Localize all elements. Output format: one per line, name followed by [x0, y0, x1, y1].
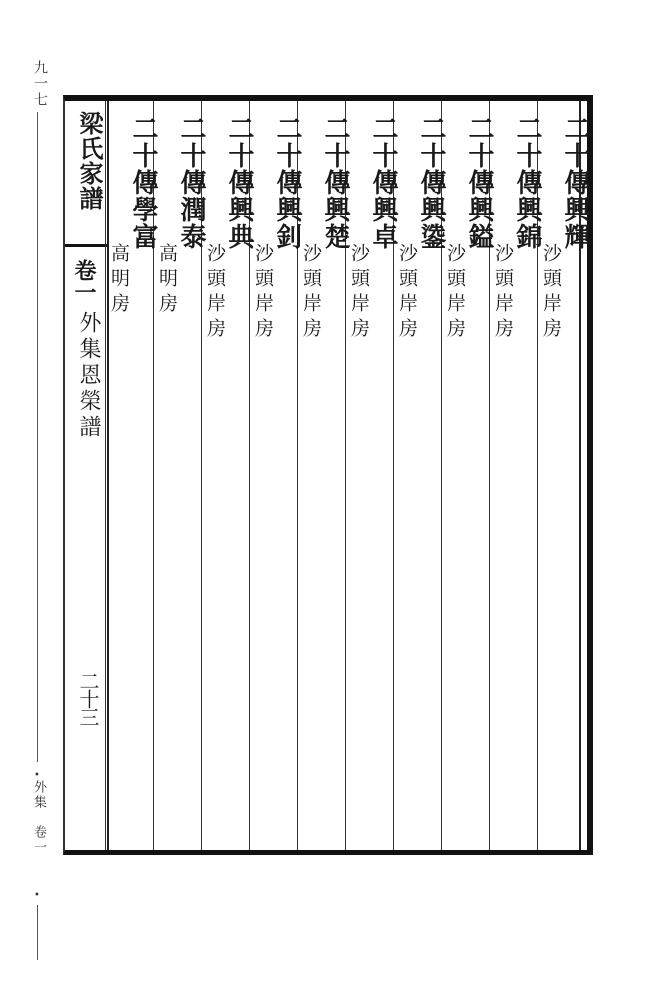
genealogy-entry — [445, 115, 492, 343]
entry-name: 二十傳興卓 — [368, 115, 398, 250]
page-frame — [63, 95, 593, 855]
column-rule — [105, 101, 106, 850]
genealogy-entry — [493, 115, 540, 343]
section-title: 外集恩榮譜 — [76, 311, 101, 441]
leaf-number: 二十三 — [76, 671, 100, 725]
entry-name: 二十傳興輝 — [560, 115, 590, 250]
entry-branch: 沙頭岸房 — [348, 243, 370, 343]
entry-name: 二十傳潤泰 — [176, 115, 206, 250]
entry-branch: 高明房 — [108, 243, 130, 318]
volume-label: 卷一 — [71, 259, 97, 303]
entry-branch: 高明房 — [156, 243, 178, 318]
entry-branch: 沙頭岸房 — [252, 243, 274, 343]
genealogy-entry — [301, 115, 348, 343]
margin-rule — [37, 905, 38, 960]
entry-name: 二十傳興典 — [224, 115, 254, 250]
margin-rule — [37, 112, 38, 762]
genealogy-entry — [157, 115, 204, 318]
fish-tail-mark — [65, 244, 107, 247]
entry-branch: 沙頭岸房 — [492, 243, 514, 343]
running-label: 外集 卷一 — [31, 780, 46, 855]
entry-name: 二十傳興錦 — [512, 115, 542, 250]
genealogy-entry — [205, 115, 252, 343]
book-title: 梁氏家譜 — [75, 111, 104, 211]
page-number: 九一七 — [32, 60, 48, 108]
margin-dot: • — [34, 890, 40, 901]
entry-name: 二十傳興釗 — [272, 115, 302, 250]
entry-branch: 沙頭岸房 — [204, 243, 226, 343]
entry-name: 二十傳學富 — [128, 115, 158, 250]
entry-name: 二十傳興鎰 — [464, 115, 494, 250]
entry-branch: 沙頭岸房 — [396, 243, 418, 343]
entry-name: 二十傳興楚 — [320, 115, 350, 250]
entry-name: 二十傳興鍌 — [416, 115, 446, 250]
genealogy-entry — [109, 115, 156, 318]
center-column — [65, 101, 109, 850]
genealogy-entry — [253, 115, 300, 343]
entry-branch: 沙頭岸房 — [540, 243, 562, 343]
margin-dot: • — [34, 770, 40, 781]
genealogy-entry — [541, 115, 588, 343]
entry-branch: 沙頭岸房 — [300, 243, 322, 343]
genealogy-entry — [397, 115, 444, 343]
entry-branch: 沙頭岸房 — [444, 243, 466, 343]
genealogy-entry — [349, 115, 396, 343]
